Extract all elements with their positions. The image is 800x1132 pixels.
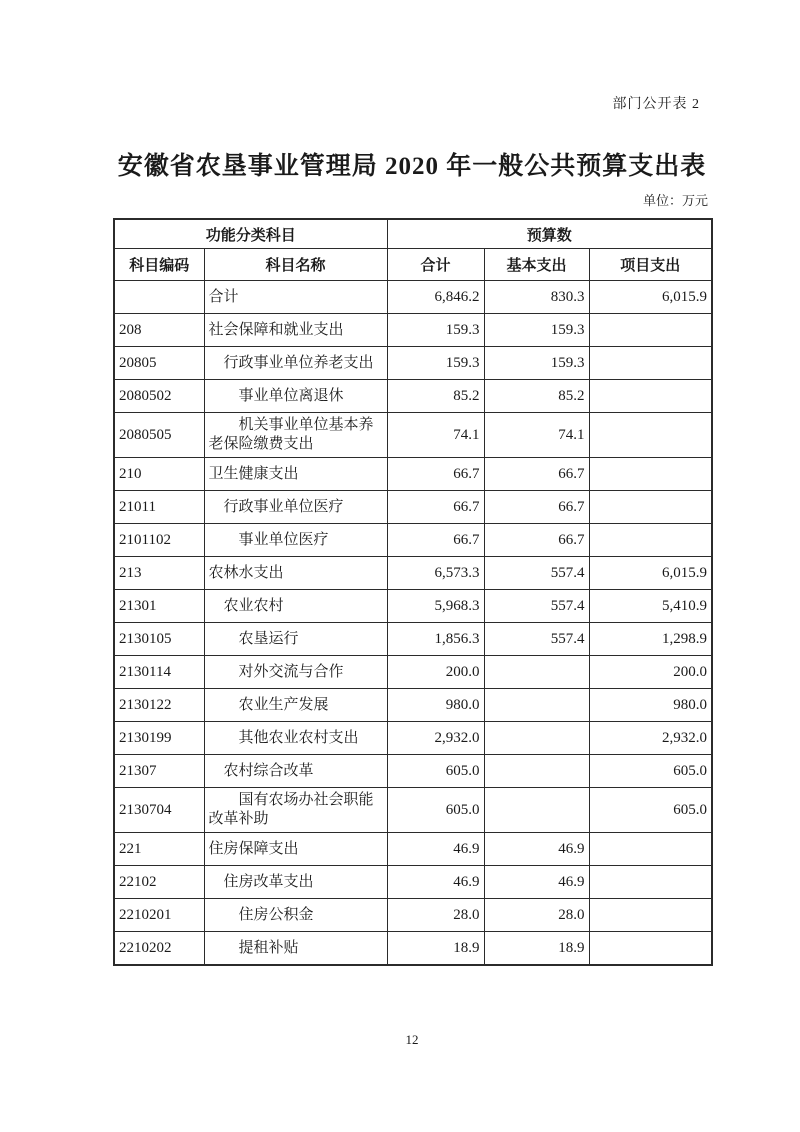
subject-name-cell: 事业单位医疗 bbox=[204, 524, 387, 557]
unit-note: 单位：万元 bbox=[642, 193, 708, 208]
total-cell: 46.9 bbox=[387, 833, 484, 866]
project-expenditure-cell bbox=[589, 491, 712, 524]
table-row bbox=[114, 524, 712, 557]
table-row bbox=[114, 380, 712, 413]
basic-expenditure-cell: 66.7 bbox=[484, 491, 589, 524]
project-expenditure-cell bbox=[589, 932, 712, 966]
total-cell: 6,846.2 bbox=[387, 281, 484, 314]
total-cell: 200.0 bbox=[387, 656, 484, 689]
subject-name-cell: 农业农村 bbox=[204, 590, 387, 623]
table-row bbox=[114, 833, 712, 866]
basic-expenditure-cell: 66.7 bbox=[484, 524, 589, 557]
project-expenditure-cell bbox=[589, 524, 712, 557]
total-cell: 159.3 bbox=[387, 347, 484, 380]
total-cell: 605.0 bbox=[387, 755, 484, 788]
table-row bbox=[114, 623, 712, 656]
table-row bbox=[114, 755, 712, 788]
table-row bbox=[114, 932, 712, 966]
basic-expenditure-cell bbox=[484, 788, 589, 833]
total-cell: 5,968.3 bbox=[387, 590, 484, 623]
basic-expenditure-cell bbox=[484, 656, 589, 689]
header-column-row bbox=[114, 249, 712, 281]
subject-code-cell: 2130122 bbox=[114, 689, 204, 722]
subject-code-cell: 2130704 bbox=[114, 788, 204, 833]
table-row bbox=[114, 491, 712, 524]
basic-expenditure-cell: 46.9 bbox=[484, 866, 589, 899]
basic-expenditure-cell: 46.9 bbox=[484, 833, 589, 866]
project-expenditure-cell: 2,932.0 bbox=[589, 722, 712, 755]
total-cell: 18.9 bbox=[387, 932, 484, 966]
basic-expenditure-cell: 28.0 bbox=[484, 899, 589, 932]
table-row bbox=[114, 656, 712, 689]
basic-expenditure-cell: 557.4 bbox=[484, 623, 589, 656]
subject-name-cell: 行政事业单位医疗 bbox=[204, 491, 387, 524]
table-header bbox=[114, 219, 712, 281]
subject-code-cell: 22102 bbox=[114, 866, 204, 899]
subject-name-cell: 机关事业单位基本养老保险缴费支出 bbox=[204, 413, 387, 458]
subject-name-cell: 农村综合改革 bbox=[204, 755, 387, 788]
subject-code-cell: 21307 bbox=[114, 755, 204, 788]
table-row bbox=[114, 866, 712, 899]
header-subject-name: 科目名称 bbox=[204, 249, 387, 281]
table-row bbox=[114, 590, 712, 623]
total-cell: 66.7 bbox=[387, 524, 484, 557]
subject-code-cell: 2130105 bbox=[114, 623, 204, 656]
header-budget-group: 预算数 bbox=[387, 219, 712, 249]
subject-name-cell: 其他农业农村支出 bbox=[204, 722, 387, 755]
subject-code-cell: 210 bbox=[114, 458, 204, 491]
page-number: 12 bbox=[405, 1032, 419, 1047]
subject-name-cell: 对外交流与合作 bbox=[204, 656, 387, 689]
header-total: 合计 bbox=[387, 249, 484, 281]
table-row bbox=[114, 413, 712, 458]
subject-name-cell: 住房改革支出 bbox=[204, 866, 387, 899]
header-subject-code: 科目编码 bbox=[114, 249, 204, 281]
table-body bbox=[114, 281, 712, 966]
header-basic-expenditure: 基本支出 bbox=[484, 249, 589, 281]
project-expenditure-cell bbox=[589, 413, 712, 458]
total-cell: 28.0 bbox=[387, 899, 484, 932]
project-expenditure-cell: 5,410.9 bbox=[589, 590, 712, 623]
total-cell: 6,573.3 bbox=[387, 557, 484, 590]
subject-code-cell: 2210201 bbox=[114, 899, 204, 932]
table-row bbox=[114, 458, 712, 491]
table-row bbox=[114, 689, 712, 722]
subject-name-cell: 事业单位离退休 bbox=[204, 380, 387, 413]
total-cell: 2,932.0 bbox=[387, 722, 484, 755]
total-cell: 85.2 bbox=[387, 380, 484, 413]
subject-name-cell: 国有农场办社会职能改革补助 bbox=[204, 788, 387, 833]
project-expenditure-cell bbox=[589, 833, 712, 866]
subject-name-cell: 合计 bbox=[204, 281, 387, 314]
basic-expenditure-cell: 18.9 bbox=[484, 932, 589, 966]
table-row bbox=[114, 899, 712, 932]
subject-code-cell: 208 bbox=[114, 314, 204, 347]
project-expenditure-cell bbox=[589, 347, 712, 380]
total-cell: 1,856.3 bbox=[387, 623, 484, 656]
header-group-row bbox=[114, 219, 712, 249]
subject-name-cell: 农垦运行 bbox=[204, 623, 387, 656]
total-cell: 980.0 bbox=[387, 689, 484, 722]
subject-code-cell bbox=[114, 281, 204, 314]
subject-name-cell: 社会保障和就业支出 bbox=[204, 314, 387, 347]
subject-code-cell: 21011 bbox=[114, 491, 204, 524]
subject-code-cell: 2101102 bbox=[114, 524, 204, 557]
subject-name-cell: 行政事业单位养老支出 bbox=[204, 347, 387, 380]
total-cell: 74.1 bbox=[387, 413, 484, 458]
basic-expenditure-cell bbox=[484, 722, 589, 755]
subject-name-cell: 提租补贴 bbox=[204, 932, 387, 966]
subject-code-cell: 221 bbox=[114, 833, 204, 866]
total-cell: 66.7 bbox=[387, 491, 484, 524]
basic-expenditure-cell: 159.3 bbox=[484, 347, 589, 380]
project-expenditure-cell bbox=[589, 866, 712, 899]
table-row bbox=[114, 788, 712, 833]
subject-code-cell: 20805 bbox=[114, 347, 204, 380]
project-expenditure-cell bbox=[589, 458, 712, 491]
table-row bbox=[114, 314, 712, 347]
basic-expenditure-cell: 85.2 bbox=[484, 380, 589, 413]
project-expenditure-cell bbox=[589, 899, 712, 932]
project-expenditure-cell: 605.0 bbox=[589, 755, 712, 788]
basic-expenditure-cell bbox=[484, 689, 589, 722]
subject-name-cell: 住房公积金 bbox=[204, 899, 387, 932]
subject-code-cell: 2130114 bbox=[114, 656, 204, 689]
corner-label: 部门公开表 2 bbox=[612, 97, 700, 112]
basic-expenditure-cell: 159.3 bbox=[484, 314, 589, 347]
total-cell: 46.9 bbox=[387, 866, 484, 899]
table-row bbox=[114, 722, 712, 755]
page-title: 安徽省农垦事业管理局 2020 年一般公共预算支出表 bbox=[117, 153, 707, 180]
project-expenditure-cell: 605.0 bbox=[589, 788, 712, 833]
table-row bbox=[114, 557, 712, 590]
project-expenditure-cell bbox=[589, 380, 712, 413]
project-expenditure-cell bbox=[589, 314, 712, 347]
project-expenditure-cell: 1,298.9 bbox=[589, 623, 712, 656]
project-expenditure-cell: 6,015.9 bbox=[589, 557, 712, 590]
subject-name-cell: 农业生产发展 bbox=[204, 689, 387, 722]
basic-expenditure-cell bbox=[484, 755, 589, 788]
budget-table bbox=[113, 218, 713, 966]
project-expenditure-cell: 200.0 bbox=[589, 656, 712, 689]
basic-expenditure-cell: 74.1 bbox=[484, 413, 589, 458]
total-cell: 66.7 bbox=[387, 458, 484, 491]
header-function-group: 功能分类科目 bbox=[114, 219, 387, 249]
subject-name-cell: 卫生健康支出 bbox=[204, 458, 387, 491]
basic-expenditure-cell: 557.4 bbox=[484, 557, 589, 590]
subject-code-cell: 2130199 bbox=[114, 722, 204, 755]
total-cell: 605.0 bbox=[387, 788, 484, 833]
subject-code-cell: 213 bbox=[114, 557, 204, 590]
basic-expenditure-cell: 66.7 bbox=[484, 458, 589, 491]
subject-name-cell: 住房保障支出 bbox=[204, 833, 387, 866]
subject-code-cell: 2080505 bbox=[114, 413, 204, 458]
subject-code-cell: 2080502 bbox=[114, 380, 204, 413]
project-expenditure-cell: 6,015.9 bbox=[589, 281, 712, 314]
table-row bbox=[114, 281, 712, 314]
table-row bbox=[114, 347, 712, 380]
subject-code-cell: 21301 bbox=[114, 590, 204, 623]
project-expenditure-cell: 980.0 bbox=[589, 689, 712, 722]
header-project-expenditure: 项目支出 bbox=[589, 249, 712, 281]
basic-expenditure-cell: 830.3 bbox=[484, 281, 589, 314]
subject-code-cell: 2210202 bbox=[114, 932, 204, 966]
total-cell: 159.3 bbox=[387, 314, 484, 347]
basic-expenditure-cell: 557.4 bbox=[484, 590, 589, 623]
subject-name-cell: 农林水支出 bbox=[204, 557, 387, 590]
